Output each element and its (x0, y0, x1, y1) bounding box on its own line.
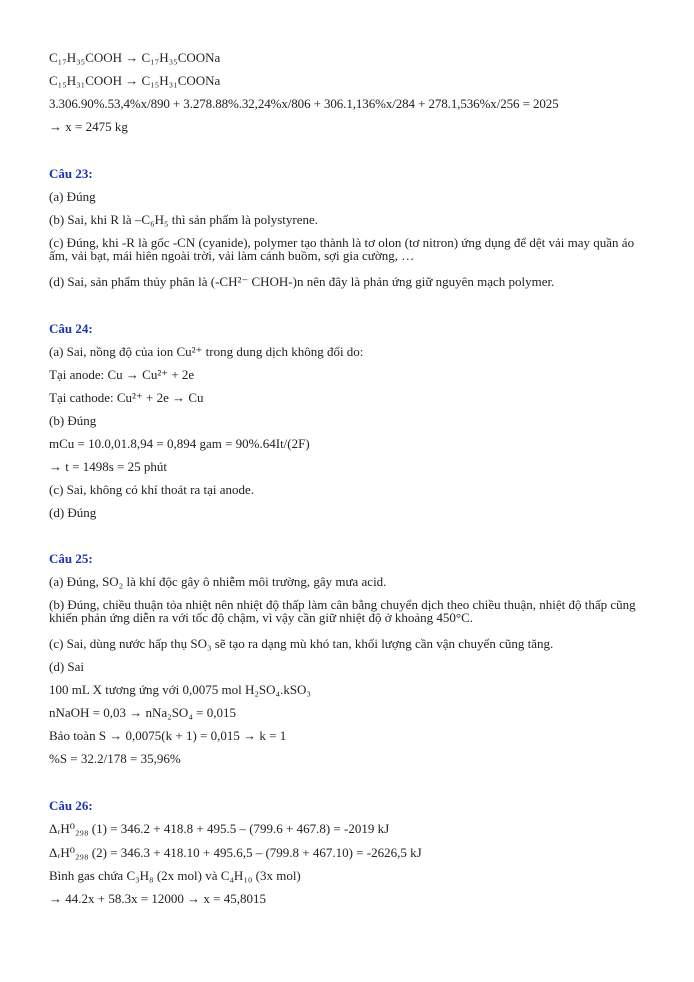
question-23-heading: Câu 23: (49, 166, 93, 181)
q25-solution-line-4: %S = 32.2/178 = 35,96% (49, 751, 181, 766)
q23-answer-a: (a) Đúng (49, 189, 96, 204)
q25-answer-d: (d) Sai (49, 659, 85, 674)
question-25-heading: Câu 25: (49, 551, 93, 566)
q24-answer-a: (a) Sai, nồng độ của ion Cu²⁺ trong dung dịch không đổi do: (49, 344, 364, 359)
q23-answer-d: (d) Sai, sản phẩm thủy phân là (-CH²⁻ CHOH-)n nên đây là phản ứng giữ nguyên mạch polymer. (49, 274, 555, 289)
q24-answer-c: (c) Sai, không có khí thoát ra tại anode. (49, 482, 255, 497)
q26-enthalpy-1: ΔᵣH⁰₂₉₈ (1) = 346.2 + 418.8 + 495.5 – (799.6 + 467.8) = -2019 kJ (49, 821, 390, 836)
question-24-heading: Câu 24: (49, 321, 93, 336)
q25-solution-line-3: Bảo toàn S → 0,0075(k + 1) = 0,015 → k = 1 (49, 728, 287, 743)
question-26-heading: Câu 26: (49, 798, 93, 813)
q25-solution-line-1: 100 mL X tương ứng với 0,0075 mol H₂SO₄.kSO₃ (49, 682, 311, 697)
q25-solution-line-2: nNaOH = 0,03 → nNa₂SO₄ = 0,015 (49, 705, 236, 720)
q25-answer-a: (a) Đúng, SO₂ là khí độc gây ô nhiễm môi trường, gây mưa acid. (49, 574, 387, 589)
q23-answer-b: (b) Sai, khi R là –C₆H₅ thì sản phẩm là polystyrene. (49, 212, 319, 227)
q25-answer-b: (b) Đúng, chiều thuận tỏa nhiệt nên nhiệt độ thấp làm cân bằng chuyển dịch theo chiều thuận, nhiệt độ thấp cũng khiến phản ứng diễn ra với tốc độ chậm, vì vậy cần giữ nhiệt độ ở khoảng 450°C. (49, 597, 636, 625)
reaction-line-1: C₁₇H₃₅COOH → C₁₇H₃₅COONa (49, 50, 221, 65)
q25-answer-c: (c) Sai, dùng nước hấp thụ SO₃ sẽ tạo ra dạng mù khó tan, khối lượng cần vận chuyển cũng tăng. (49, 636, 554, 651)
q24-anode-line: Tại anode: Cu → Cu²⁺ + 2e (49, 367, 195, 382)
reaction-line-2: C₁₅H₃₁COOH → C₁₅H₃₁COONa (49, 73, 221, 88)
q26-enthalpy-2: ΔᵣH⁰₂₉₈ (2) = 346.3 + 418.10 + 495.6,5 – (799.8 + 467.10) = -2626,5 kJ (49, 845, 422, 860)
q26-gas-line: Bình gas chứa C₃H₈ (2x mol) và C₄H₁₀ (3x mol) (49, 868, 301, 883)
q24-answer-d: (d) Đúng (49, 505, 97, 520)
result-line: → x = 2475 kg (49, 119, 128, 134)
q26-result-line: → 44.2x + 58.3x = 12000 → x = 45,8015 (49, 891, 266, 906)
q24-mass-line: mCu = 10.0,01.8,94 = 0,894 gam = 90%.64It/(2F) (49, 436, 310, 451)
q24-cathode-line: Tại cathode: Cu²⁺ + 2e → Cu (49, 390, 204, 405)
q24-answer-b: (b) Đúng (49, 413, 97, 428)
equation-line: 3.306.90%.53,4%x/890 + 3.278.88%.32,24%x/806 + 306.1,136%x/284 + 278.1,536%x/256 = 2025 (49, 96, 559, 111)
q23-answer-c: (c) Đúng, khi -R là gốc -CN (cyanide), polymer tạo thành là tơ olon (tơ nitron) ứng dụng để dệt vải may quần áo ấm, vải bạt, mái hiên ngoài trời, vải làm cánh buồm, sợi gia cường, … (49, 235, 635, 263)
q24-time-line: → t = 1498s = 25 phút (49, 459, 167, 474)
